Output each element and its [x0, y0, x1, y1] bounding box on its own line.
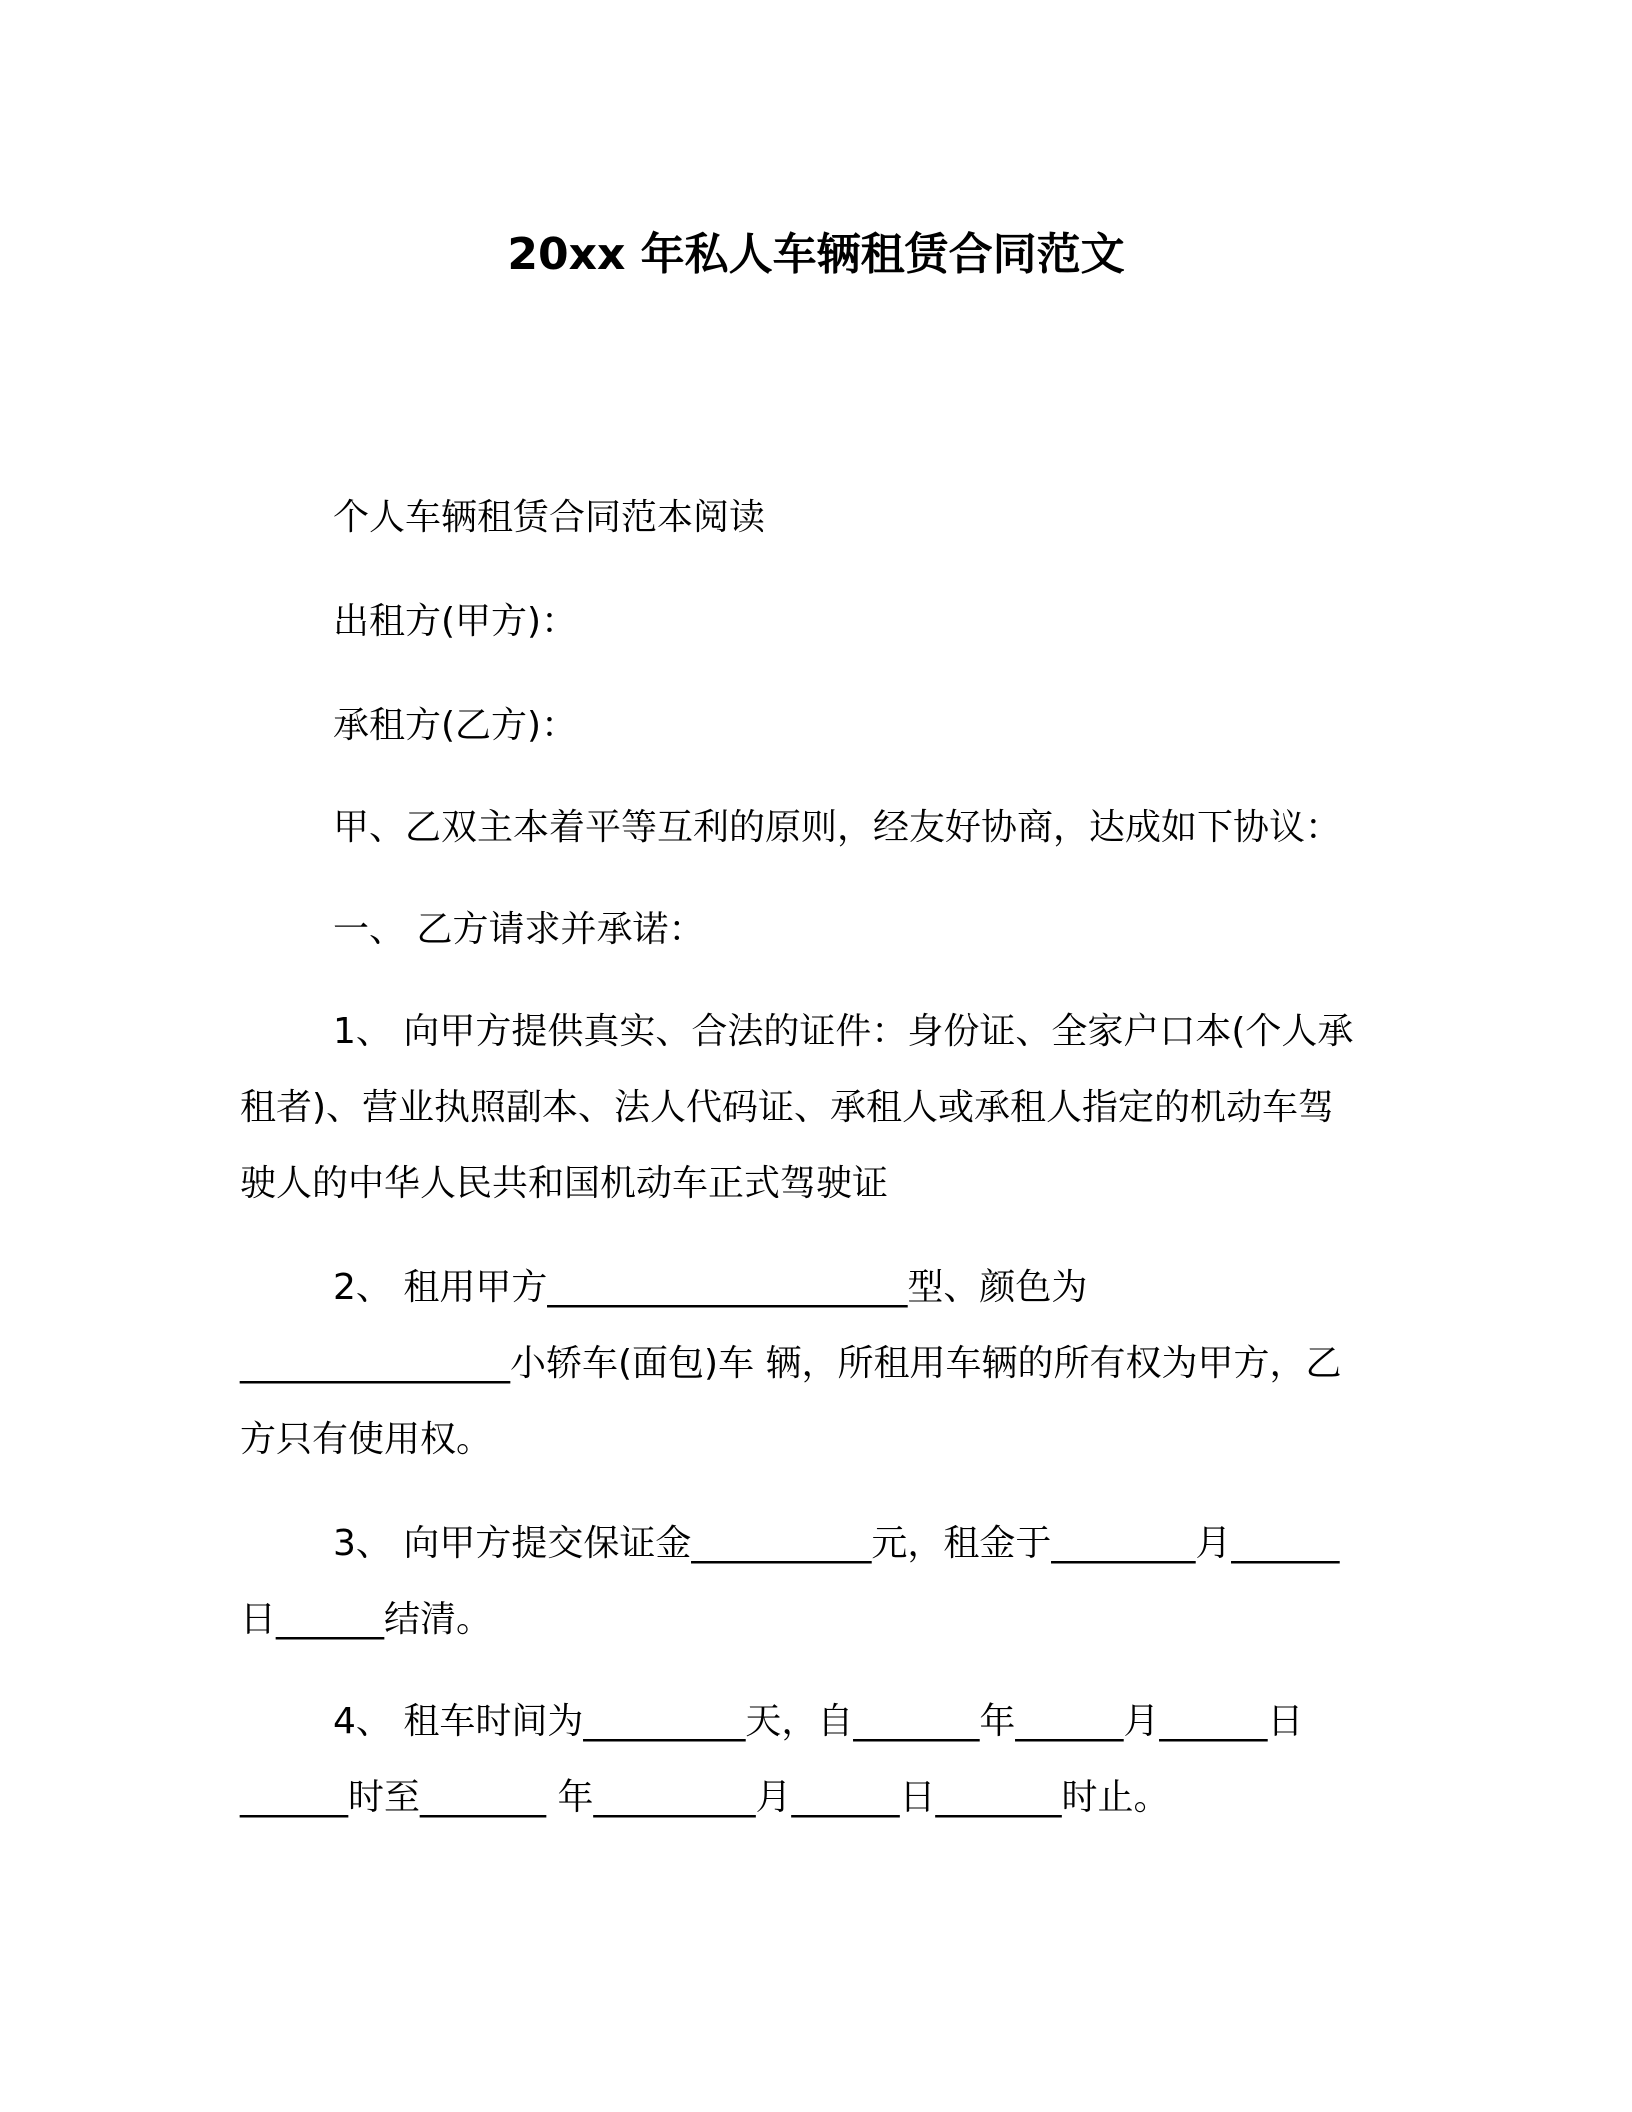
clause-1-line-2: 租者)、营业执照副本、法人代码证、承租人或承租人指定的机动车驾: [240, 1087, 1335, 1128]
clause-1-line-1: 1、 向甲方提供真实、合法的证件：身份证、全家户口本(个人承: [333, 1011, 1354, 1052]
clause-2-line-1: 2、 租用甲方____________________型、颜色为: [333, 1267, 1088, 1308]
clause-4-line-1: 4、 租车时间为_________天，自_______年______月______日: [333, 1701, 1304, 1742]
section-one-heading: 一、 乙方请求并承诺：: [333, 909, 705, 950]
clause-3-line-2: 日______结清。: [240, 1599, 493, 1640]
clause-2-line-3: 方只有使用权。: [240, 1419, 493, 1460]
subtitle-line: 个人车辆租赁合同范本阅读: [333, 497, 766, 538]
lessor-line: 出租方(甲方)：: [333, 601, 578, 642]
document-title: 20xx 年私人车辆租赁合同范文: [507, 229, 1125, 280]
lessee-line: 承租方(乙方)：: [333, 705, 578, 746]
clause-4-line-2: ______时至_______ 年_________月______日_______时止。: [240, 1777, 1170, 1818]
clause-2-line-2: _______________小轿车(面包)车 辆，所租用车辆的所有权为甲方，乙: [240, 1343, 1342, 1384]
agreement-intro-line: 甲、乙双主本着平等互利的原则，经友好协商，达成如下协议：: [333, 807, 1342, 848]
clause-1-line-3: 驶人的中华人民共和国机动车正式驾驶证: [240, 1163, 889, 1204]
clause-3-line-1: 3、 向甲方提交保证金__________元，租金于________月______: [333, 1523, 1340, 1564]
